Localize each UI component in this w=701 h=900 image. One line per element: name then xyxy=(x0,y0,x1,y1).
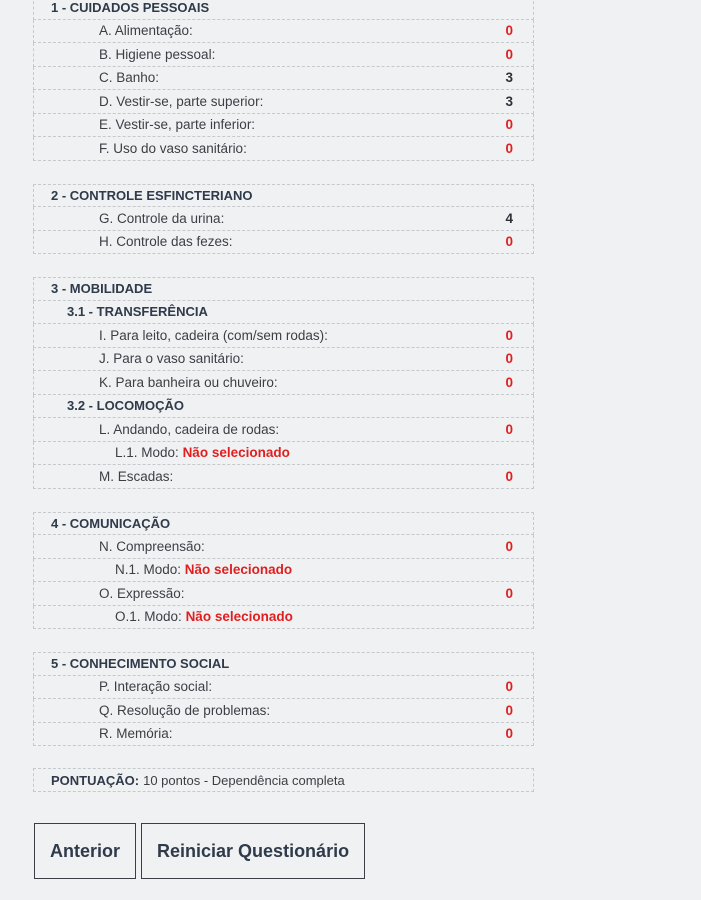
item-row xyxy=(33,535,534,559)
item-label: C. Banho: xyxy=(99,70,160,86)
item-row xyxy=(33,324,534,348)
mode-row xyxy=(33,442,534,466)
section-cuidados-pessoais xyxy=(33,0,534,161)
item-row xyxy=(33,114,534,138)
item-value: 0 xyxy=(505,327,513,343)
item-label: G. Controle da urina: xyxy=(99,210,225,226)
item-value: 0 xyxy=(505,117,513,133)
restart-button[interactable]: Reiniciar Questionário xyxy=(141,823,365,879)
item-value: 0 xyxy=(505,726,513,742)
item-value: 0 xyxy=(505,23,513,39)
item-row xyxy=(33,418,534,442)
section-controle-esfincteriano xyxy=(33,184,534,255)
item-label: L. Andando, cadeira de rodas: xyxy=(99,421,280,437)
section-mobilidade xyxy=(33,277,534,489)
item-row xyxy=(33,20,534,44)
button-bar xyxy=(34,823,365,879)
item-value: 0 xyxy=(505,585,513,601)
item-value: 0 xyxy=(505,46,513,62)
item-row xyxy=(33,348,534,372)
section-comunicacao xyxy=(33,512,534,630)
item-label: B. Higiene pessoal: xyxy=(99,46,216,62)
previous-button[interactable]: Anterior xyxy=(34,823,136,879)
section-conhecimento-social xyxy=(33,652,534,746)
item-row xyxy=(33,43,534,67)
section-title: 1 - CUIDADOS PESSOAIS xyxy=(33,0,534,20)
score-row xyxy=(33,768,534,792)
item-label: K. Para banheira ou chuveiro: xyxy=(99,374,278,390)
score-label: PONTUAÇÃO: xyxy=(51,772,140,788)
mode-row xyxy=(33,559,534,583)
item-value: 4 xyxy=(505,210,513,226)
item-row xyxy=(33,207,534,231)
mode-label: N.1. Modo: xyxy=(115,562,182,578)
item-label: P. Interação social: xyxy=(99,679,213,695)
subsection-title: 3.1 - TRANSFERÊNCIA xyxy=(33,301,534,325)
item-row xyxy=(33,699,534,723)
section-title: 4 - COMUNICAÇÃO xyxy=(33,512,534,536)
item-value: 0 xyxy=(505,538,513,554)
subsection-title: 3.2 - LOCOMOÇÃO xyxy=(33,395,534,419)
section-title: 5 - CONHECIMENTO SOCIAL xyxy=(33,652,534,676)
item-value: 0 xyxy=(505,702,513,718)
item-row xyxy=(33,231,534,255)
mode-value: Não selecionado xyxy=(185,609,293,625)
item-row xyxy=(33,676,534,700)
item-label: E. Vestir-se, parte inferior: xyxy=(99,117,256,133)
mode-label: L.1. Modo: xyxy=(115,445,179,461)
item-value: 0 xyxy=(505,351,513,367)
item-value: 0 xyxy=(505,468,513,484)
item-label: I. Para leito, cadeira (com/sem rodas): xyxy=(99,327,328,343)
mode-label: O.1. Modo: xyxy=(115,609,182,625)
item-value: 3 xyxy=(505,93,513,109)
item-label: F. Uso do vaso sanitário: xyxy=(99,140,247,156)
item-row xyxy=(33,67,534,91)
item-row xyxy=(33,582,534,606)
item-value: 0 xyxy=(505,234,513,250)
item-row xyxy=(33,90,534,114)
item-row xyxy=(33,137,534,161)
item-label: H. Controle das fezes: xyxy=(99,234,233,250)
item-label: D. Vestir-se, parte superior: xyxy=(99,93,264,109)
mode-row xyxy=(33,606,534,630)
item-label: M. Escadas: xyxy=(99,468,174,484)
item-row xyxy=(33,723,534,747)
score-text: 10 pontos - Dependência completa xyxy=(143,772,345,788)
item-value: 0 xyxy=(505,679,513,695)
section-title: 3 - MOBILIDADE xyxy=(33,277,534,301)
item-label: Q. Resolução de problemas: xyxy=(99,702,271,718)
item-value: 0 xyxy=(505,421,513,437)
fim-summary xyxy=(33,0,534,792)
item-label: O. Expressão: xyxy=(99,585,185,601)
item-label: N. Compreensão: xyxy=(99,538,205,554)
item-row xyxy=(33,465,534,489)
mode-value: Não selecionado xyxy=(184,562,293,578)
item-value: 3 xyxy=(505,70,513,86)
item-value: 0 xyxy=(505,140,513,156)
item-value: 0 xyxy=(505,374,513,390)
item-label: A. Alimentação: xyxy=(99,23,193,39)
item-label: J. Para o vaso sanitário: xyxy=(99,351,244,367)
mode-value: Não selecionado xyxy=(182,445,290,461)
item-label: R. Memória: xyxy=(99,726,173,742)
section-title: 2 - CONTROLE ESFINCTERIANO xyxy=(33,184,534,208)
item-row xyxy=(33,371,534,395)
